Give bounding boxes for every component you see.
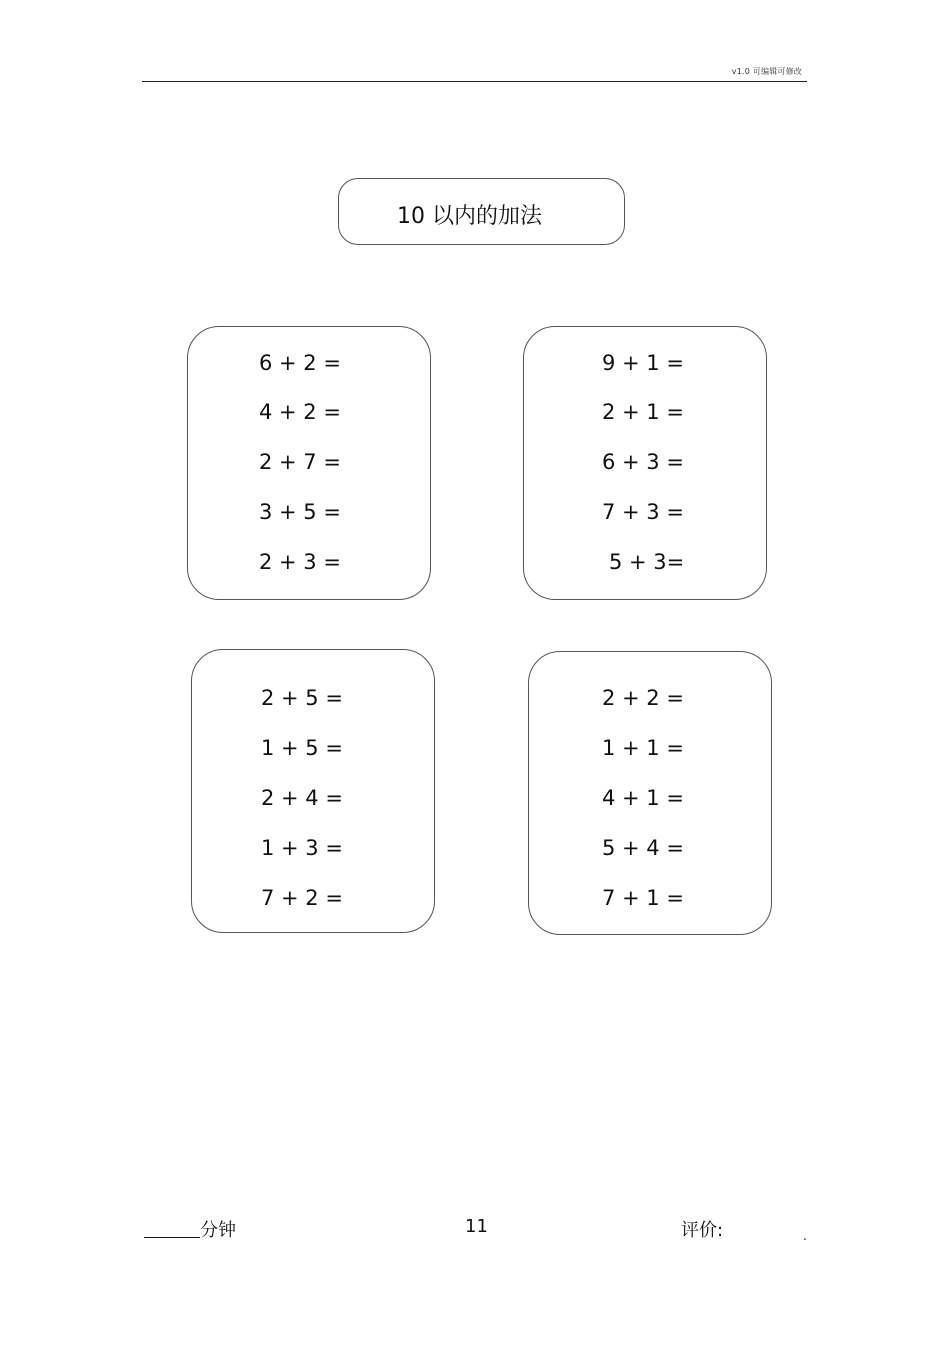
problem-item: 3 + 5 = bbox=[259, 500, 341, 524]
problem-item: 6 + 3 = bbox=[602, 450, 684, 474]
minutes-label: 分钟 bbox=[200, 1220, 236, 1241]
minutes-blank[interactable] bbox=[144, 1237, 200, 1238]
problem-item: 5 + 3= bbox=[609, 550, 685, 574]
header-note: v1.0 可编辑可修改 bbox=[731, 67, 802, 76]
minutes-field bbox=[144, 1216, 236, 1242]
problem-item: 2 + 7 = bbox=[259, 450, 341, 474]
problem-item: 2 + 2 = bbox=[602, 686, 684, 710]
problem-item: 2 + 5 = bbox=[261, 686, 343, 710]
problem-item: 4 + 2 = bbox=[259, 400, 341, 424]
page-title: 10 以内的加法 bbox=[397, 204, 542, 229]
problem-item: 2 + 1 = bbox=[602, 400, 684, 424]
problem-item: 9 + 1 = bbox=[602, 351, 684, 375]
trailing-mark: . bbox=[803, 1229, 807, 1243]
problem-item: 6 + 2 = bbox=[259, 351, 341, 375]
header-rule bbox=[142, 81, 807, 82]
problem-item: 2 + 3 = bbox=[259, 550, 341, 574]
problem-item: 2 + 4 = bbox=[261, 786, 343, 810]
problem-item: 7 + 3 = bbox=[602, 500, 684, 524]
problem-item: 1 + 3 = bbox=[261, 836, 343, 860]
problem-item: 1 + 5 = bbox=[261, 736, 343, 760]
problem-item: 1 + 1 = bbox=[602, 736, 684, 760]
page-number: 11 bbox=[465, 1216, 488, 1237]
problem-item: 7 + 2 = bbox=[261, 886, 343, 910]
problem-item: 7 + 1 = bbox=[602, 886, 684, 910]
problem-item: 5 + 4 = bbox=[602, 836, 684, 860]
evaluation-label: 评价: bbox=[681, 1220, 724, 1241]
problem-item: 4 + 1 = bbox=[602, 786, 684, 810]
title-box bbox=[338, 178, 625, 245]
